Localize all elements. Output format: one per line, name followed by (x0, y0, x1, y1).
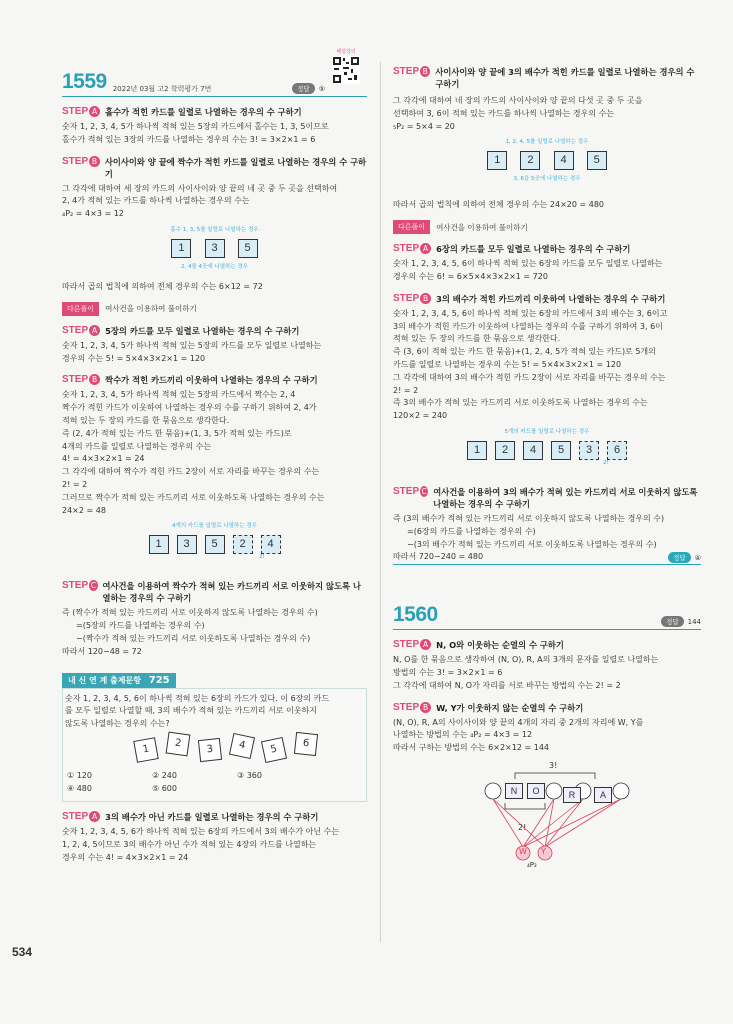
card-image: 2 (166, 731, 191, 756)
step-title: 5장의 카드를 모두 일렬로 나열하는 경우의 수 구하기 (105, 325, 300, 336)
step-title: 6장의 카드를 모두 일렬로 나열하는 경우의 수 구하기 (436, 244, 631, 255)
step-label: STEP (62, 324, 89, 336)
text-line: =(5장의 카드를 나열하는 경우의 수) (76, 621, 205, 631)
text-line: 따라서 720−240 = 480 (393, 552, 484, 562)
text-line: 숫자 1, 2, 3, 4, 5, 6이 하나씩 적혀 있는 6장의 카드에서 3의 배수는 3, 6이고 (393, 308, 668, 318)
diagram-caption-bottom: 3, 6을 5곳에 나열하는 경우 (513, 176, 581, 183)
step-label: STEP (393, 701, 420, 713)
step-badge: A (89, 811, 100, 822)
text-line: 숫자 1, 2, 3, 4, 5가 하나씩 적혀 있는 5장의 카드에서 홀수는 1, 3, 5이므로 (62, 122, 329, 131)
card: 3 (579, 441, 599, 460)
related-number: 725 (148, 674, 170, 686)
text-line: 숫자 1, 2, 3, 4, 5가 하나씩 적혀 있는 5장의 카드를 모두 일렬로 나열하는 (62, 340, 322, 350)
text-line: 짝수가 적힌 카드가 이웃하여 나열하는 경우의 수를 구하기 위하여 2, 4가 (62, 403, 317, 413)
p1560-step-b (393, 702, 701, 714)
text-line: ₅P₂ = 5×4 = 20 (393, 121, 455, 131)
text-line: 4개의 카드를 일렬로 나열하는 경우의 수는 (62, 441, 212, 451)
text-line: 그러므로 짝수가 적혀 있는 카드끼리 서로 이웃하도록 나열하는 경우의 수는 (62, 492, 325, 502)
text-line: 경우의 수는 5! = 5×4×3×2×1 = 120 (62, 353, 206, 363)
step-badge: B (420, 702, 431, 713)
card-diagram (62, 225, 367, 277)
step-b (62, 156, 367, 180)
step-label: STEP (393, 243, 420, 255)
right-step-b (393, 66, 701, 90)
text-line: −(짝수가 적혀 있는 카드끼리 서로 이웃하도록 나열하는 경우의 수) (76, 633, 311, 643)
problem-1559-header (62, 49, 367, 97)
letter-box: O (527, 783, 545, 799)
diagram-caption-bottom: 2, 4를 4곳에 나열하는 경우 (180, 263, 249, 270)
card-diagram-2 (62, 521, 367, 571)
text-line: N, O를 한 묶음으로 생각하여 (N, O), R, A의 3개의 문자를 일렬로 나열하는 (393, 655, 659, 665)
qr-pattern (332, 56, 360, 84)
text-line: 즉 (짝수가 적혀 있는 카드끼리 서로 이웃하지 않도록 나열하는 경우의 수) (62, 608, 318, 618)
text-line: 즉 (3의 배수가 적혀 있는 카드끼리 서로 이웃하지 않도록 나열하는 경우의 수) (393, 513, 665, 523)
step-title: 여사건을 이용하여 짝수가 적혀 있는 카드끼리 서로 이웃하지 않도록 나열하는 경우의 수 구하기 (102, 581, 361, 604)
step-label: STEP (393, 485, 420, 497)
related-label: 내 신 연 계 출제문항 (68, 675, 141, 685)
alt-badge: 다른풀이 (393, 220, 430, 234)
text-line: 숫자 1, 2, 3, 4, 5, 6이 하나씩 적혀 있는 6장의 카드를 모두 일렬로 나열하는 (393, 259, 663, 269)
step-label: STEP (62, 106, 89, 117)
alt-step-b (62, 374, 367, 386)
step-label: STEP (62, 580, 89, 592)
step-badge: B (89, 156, 100, 167)
letter-arrangement-diagram (393, 761, 701, 871)
card: 4 (523, 441, 543, 460)
answer-label: 정답 (292, 83, 315, 94)
step-label: STEP (62, 810, 89, 822)
step-badge: B (420, 66, 430, 77)
card-row (62, 236, 367, 258)
right-alt-step-a (393, 243, 701, 255)
card: 5 (551, 441, 571, 460)
step-title: 짝수가 적힌 카드끼리 이웃하여 나열하는 경우의 수 구하기 (105, 375, 318, 386)
alt-solution-header (62, 302, 367, 316)
step-label: STEP (62, 374, 89, 386)
card-row (62, 532, 367, 554)
step-label: STEP (393, 292, 420, 304)
letter-a (594, 783, 612, 803)
answer-area (292, 83, 325, 94)
text-line: 선택하여 3, 6이 적혀 있는 카드를 하나씩 나열하는 경우의 수는 (393, 108, 615, 118)
text-line: 적혀 있는 두 장의 카드를 한 묶음으로 생각한다. (62, 415, 230, 425)
step-title: W, Y가 이웃하지 않는 순열의 수 구하기 (436, 702, 584, 713)
alt-title: 여사건을 이용하여 풀이하기 (436, 222, 528, 232)
text-line: 따라서 120−48 = 72 (62, 646, 142, 656)
left-column (62, 49, 367, 864)
text-line: −(3의 배수가 적혀 있는 카드끼리 서로 이웃하도록 나열하는 경우의 수) (407, 539, 657, 549)
right-column (393, 62, 701, 871)
choice[interactable]: ① 120 (67, 770, 92, 780)
text-line: 카드를 일렬로 나열하는 경우의 수는 5! = 5×4×3×2×1 = 120 (393, 359, 622, 369)
card: 1 (149, 535, 169, 554)
text-line: 그 각각에 대하여 짝수가 적힌 카드 2장이 서로 자리를 바꾸는 경우의 수는 (62, 467, 320, 477)
question-line: 를 모두 일렬로 나열할 때, 3의 배수가 적혀 있는 카드끼리 서로 이웃하지 (65, 706, 317, 716)
step-badge: A (420, 639, 431, 650)
column-divider (380, 62, 381, 942)
related-question-box (62, 688, 367, 802)
text-line: 나열하는 방법의 수는 ₄P₂ = 4×3 = 12 (393, 730, 533, 740)
answer-value: ④ (694, 553, 701, 562)
step-title: 사이사이와 양 끝에 3의 배수가 적힌 카드를 일렬로 나열하는 경우의 수 구하기 (435, 67, 695, 89)
step-label: STEP (393, 66, 420, 77)
answer-value: 144 (687, 617, 701, 626)
answer-value: ⑤ (318, 84, 325, 93)
right-alt-step-b-body (393, 308, 701, 423)
card-image: 1 (133, 737, 158, 762)
letter-box: R (563, 787, 581, 803)
card: 3 (177, 535, 197, 554)
alt-step-c-body (62, 607, 367, 658)
text-line: 그 각각에 대하여 N, O가 자리를 서로 바꾸는 방법의 수는 2! = 2 (393, 680, 621, 690)
card: 4 (554, 151, 574, 170)
text-line: 숫자 1, 2, 3, 4, 5가 하나씩 적혀 있는 5장의 카드에서 짝수는 2, 4 (62, 390, 296, 400)
arrangement-lines (393, 761, 701, 871)
alt-solution-header (393, 220, 701, 234)
choice[interactable]: ③ 360 (237, 770, 262, 780)
text-line: 2! = 2 (393, 385, 419, 395)
step-badge: C (421, 486, 427, 496)
card: 5 (205, 535, 225, 554)
text-line: 즉 3의 배수가 적혀 있는 카드끼리 서로 이웃하도록 나열하는 경우의 수는 (393, 398, 648, 408)
letter-box: A (594, 787, 612, 803)
text-line: 경우의 수는 4! = 4×3×2×1 = 24 (62, 852, 189, 862)
step-label: STEP (393, 639, 420, 651)
related-problem-banner (62, 673, 176, 688)
problem-number: 1559 (62, 70, 107, 93)
answer-label: 정답 (668, 552, 691, 563)
answer-area (668, 552, 701, 563)
text-line: 120×2 = 240 (393, 411, 448, 421)
diagram-caption-top: 홀수 1, 3, 5를 일렬로 나열하는 경우 (170, 226, 259, 233)
card: 2 (233, 535, 253, 554)
text-line: 2, 4가 적혀 있는 카드를 하나씩 나열하는 경우의 수는 (62, 196, 250, 206)
text-line: 그 각각에 대하여 네 장의 카드의 사이사이와 양 끝의 다섯 곳 중 두 곳을 (393, 96, 643, 105)
card-image: 5 (261, 737, 287, 763)
step-title: 3의 배수가 아닌 카드를 일렬로 나열하는 경우의 수 구하기 (105, 811, 319, 822)
answer-label: 정답 (661, 616, 684, 627)
card: 4 (261, 535, 281, 554)
diagram-caption-bottom: 2! (259, 554, 265, 561)
step-badge: B (420, 293, 431, 304)
text-line: ₄P₂ = 4×3 = 12 (62, 209, 124, 219)
letter-box: N (505, 783, 523, 799)
text-line: 방법의 수는 3! = 3×2×1 = 6 (393, 667, 503, 677)
text-line: 2! = 2 (62, 479, 88, 489)
card-row (393, 438, 701, 460)
result-line: 따라서 곱의 법칙에 의하여 전체 경우의 수는 6×12 = 72 (62, 281, 263, 291)
diagram-caption-top: 4개의 카드를 일렬로 나열하는 경우 (172, 523, 257, 530)
text-line: 그 각각에 대하여 세 장의 카드의 사이사이와 양 끝의 네 곳 중 두 곳을 선택하여 (62, 183, 338, 193)
step-badge: B (89, 374, 100, 385)
answer-line (393, 551, 701, 565)
answer-choices (67, 769, 364, 795)
right-alt-step-b (393, 293, 701, 305)
choice[interactable]: ④ 480 (67, 783, 92, 793)
text-line: 적혀 있는 두 장의 카드를 한 묶음으로 생각한다. (393, 334, 561, 344)
text-line: 그 각각에 대하여 3의 배수가 적힌 카드 2장이 서로 자리를 바꾸는 경우의 수는 (393, 372, 666, 382)
diagram-caption-top: 5개의 카드를 일렬로 나열하는 경우 (504, 428, 590, 435)
alt-step-c (62, 580, 367, 604)
card: 1 (171, 239, 191, 258)
step-badge: C (90, 581, 96, 591)
result-line: 따라서 곱의 법칙에 의하여 전체 경우의 수는 24×20 = 480 (393, 200, 605, 210)
card: 5 (238, 239, 258, 258)
qr-label: 해설강의 (336, 49, 356, 55)
factorial-label-2: 2! (518, 822, 527, 832)
permutation-label: ₄P₂ (527, 860, 537, 869)
card-diagram-right (393, 137, 701, 195)
text-line: 홀수가 적혀 있는 3장의 카드를 나열하는 경우의 수는 3! = 3×2×1 = 6 (62, 134, 316, 144)
question-line: 숫자 1, 2, 3, 4, 5, 6이 하나씩 적혀 있는 6장의 카드가 있다. 이 6장의 카드 (65, 693, 330, 703)
right-alt-step-c-body (393, 513, 701, 565)
related-step-a (62, 811, 367, 823)
letter-row (503, 783, 547, 799)
step-badge: A (89, 325, 100, 336)
text-line: 경우의 수는 6! = 6×5×4×3×2×1 = 720 (393, 271, 548, 281)
text-line: =(6장의 카드를 나열하는 경우의 수) (407, 526, 536, 536)
letter-w: W (519, 846, 527, 856)
card-image: 4 (229, 733, 255, 759)
alt-step-b-body (62, 389, 367, 517)
card: 1 (487, 151, 507, 170)
card: 2 (495, 441, 515, 460)
step-title: 홀수가 적힌 카드를 일렬로 나열하는 경우의 수 구하기 (105, 107, 302, 117)
page-number: 534 (12, 945, 33, 959)
choice[interactable]: ⑤ 600 (152, 783, 177, 793)
card: 3 (205, 239, 225, 258)
letter-y: Y (541, 846, 546, 856)
diagram-caption-bottom: 2! (603, 459, 609, 466)
card: 5 (587, 151, 607, 170)
step-title: N, O와 이웃하는 순열의 수 구하기 (436, 640, 564, 651)
problem-source: 2022년 03월 고2 학력평가 7번 (112, 85, 212, 93)
alt-step-a (62, 325, 367, 337)
text-line: 4! = 4×3×2×1 = 24 (62, 454, 145, 464)
diagram-caption-top: 1, 2, 4, 5를 일렬로 나열하는 경우 (505, 139, 589, 146)
card-illustration (135, 739, 364, 761)
card: 6 (607, 441, 627, 460)
alt-title: 여사건을 이용하여 풀이하기 (105, 304, 197, 314)
text-line: 3의 배수가 적힌 카드가 이웃하여 나열하는 경우의 수를 구하기 위하여 3, 6이 (393, 321, 663, 331)
card: 1 (467, 441, 487, 460)
text-line: 1, 2, 4, 5이므로 3의 배수가 아닌 수가 적혀 있는 4장의 카드를 나열하는 (62, 839, 317, 849)
factorial-label: 3! (549, 760, 558, 770)
answer-area (661, 616, 701, 627)
text-line: (N, O), R, A의 사이사이와 양 끝의 4개의 자리 중 2개의 자리에 W, Y를 (393, 717, 644, 727)
step-title: 3의 배수가 적힌 카드끼리 이웃하여 나열하는 경우의 수 구하기 (436, 293, 666, 304)
card-image: 6 (294, 732, 318, 756)
problem-number: 1560 (393, 603, 438, 627)
step-a (62, 106, 367, 118)
text-line: 즉 (2, 4가 적혀 있는 카드 한 묶음)+(1, 3, 5가 적혀 있는 카드)로 (62, 428, 292, 438)
card-image: 3 (198, 738, 222, 762)
qr-code-icon[interactable] (329, 48, 363, 84)
p1560-step-a (393, 639, 701, 651)
text-line: 따라서 구하는 방법의 수는 6×2×12 = 144 (393, 743, 550, 753)
alt-badge: 다른풀이 (62, 302, 99, 316)
problem-1560-header (393, 599, 701, 630)
letter-r (563, 783, 581, 803)
choice[interactable]: ② 240 (152, 770, 177, 780)
step-title: 사이사이와 양 끝에 짝수가 적힌 카드를 일렬로 나열하는 경우의 수 구하기 (104, 156, 367, 179)
question-line: 않도록 나열하는 경우의 수는? (65, 719, 170, 729)
step-label: STEP (62, 155, 89, 167)
card-diagram-right-2 (393, 427, 701, 477)
text-line: 즉 (3, 6이 적혀 있는 카드 한 묶음)+(1, 2, 4, 5가 적혀 있는 카드)로 5개의 (393, 347, 656, 357)
card-row (393, 148, 701, 170)
step-badge: A (89, 106, 100, 117)
text-line: 24×2 = 48 (62, 505, 106, 515)
step-title: 여사건을 이용하여 3의 배수가 적혀 있는 카드끼리 서로 이웃하지 않도록 나열하는 경우의 수 구하기 (433, 486, 698, 509)
text-line: 숫자 1, 2, 3, 4, 5, 6가 하나씩 적혀 있는 6장의 카드에서 3의 배수가 아닌 수는 (62, 826, 340, 836)
step-badge: A (420, 243, 431, 254)
card: 2 (520, 151, 540, 170)
right-alt-step-c (393, 486, 701, 510)
